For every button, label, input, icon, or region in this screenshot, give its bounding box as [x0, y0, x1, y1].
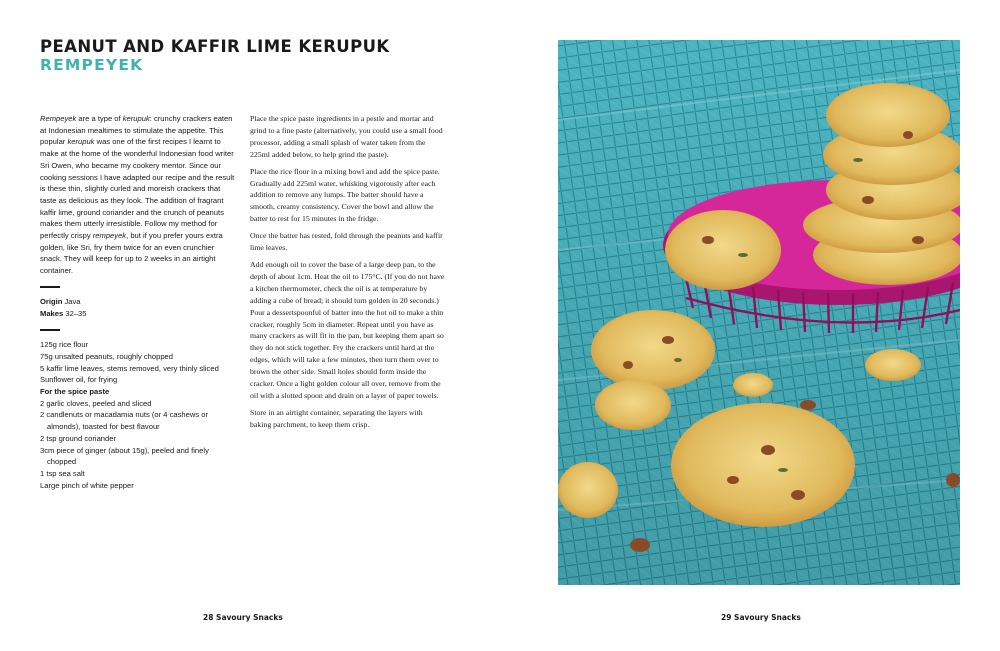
makes-line	[40, 308, 236, 320]
recipe-title: PEANUT AND KAFFIR LIME KERUPUK	[40, 37, 390, 56]
method-step: Place the spice paste ingredients in a pestle and mortar and grind to a fine paste (alternatively, you could use a small food processor, adding a small splash of water taken from the 225ml added below, to help grind the paste).	[250, 114, 443, 159]
method-step: Store in an airtight container, separating the layers with baking parchment, to keep them crisp.	[250, 407, 423, 429]
spice-paste-heading: For the spice paste	[40, 387, 110, 397]
spice-paste-list	[40, 398, 236, 492]
intro-italic-term: kerupuk	[67, 137, 95, 147]
intro-italic-term: kerupuk	[122, 114, 150, 123]
ingredient-item: 75g unsalted peanuts, roughly chopped	[40, 351, 173, 361]
makes-label: Makes	[40, 309, 64, 319]
ingredient-item: 5 kaffir lime leaves, stems removed, very thinly sliced	[40, 363, 219, 373]
intro-paragraph	[40, 113, 236, 277]
intro-column	[40, 113, 236, 491]
recipe-photo	[558, 40, 960, 585]
intro-text: , but if you prefer yours extra golden, like Sri, fry them twice for an even crunchier snack. They will keep for up to 2 weeks in an airtight container.	[40, 231, 223, 276]
spice-paste-item: 3cm piece of ginger (about 15g), peeled and finely chopped	[40, 445, 209, 467]
method-step: Once the batter has rested, fold through the peanuts and kaffir lime leaves.	[250, 231, 443, 253]
recipe-subtitle: REMPEYEK	[40, 56, 144, 74]
right-page	[500, 0, 1000, 651]
intro-italic-term: Rempeyek	[40, 114, 77, 123]
method-column	[250, 113, 445, 436]
ingredients-list	[40, 339, 236, 386]
spice-paste-item: 2 tsp ground coriander	[40, 433, 116, 443]
folio-right: 29 Savoury Snacks	[721, 613, 801, 622]
intro-italic-term: rempeyek	[92, 231, 127, 241]
intro-text: are a type of	[76, 114, 123, 123]
intro-text: : crunchy crackers eaten at Indonesian mealtimes to stimulate the appetite. This popular	[40, 114, 233, 147]
spice-paste-item: Large pinch of white pepper	[40, 480, 134, 490]
spice-paste-item: 1 tsp sea salt	[40, 468, 85, 478]
origin-line	[40, 296, 236, 308]
divider-rule	[40, 286, 60, 289]
method-step: Place the rice flour in a mixing bowl and add the spice paste. Gradually add 225ml water, whisking vigorously after each addition to remove any lumps. The batter should have a smooth, creamy consistency. Cover the bowl and allow the batter to rest for 15 minutes in the fridge.	[250, 166, 440, 224]
origin-label: Origin	[40, 297, 63, 307]
divider-rule	[40, 329, 60, 332]
spice-paste-item: 2 garlic cloves, peeled and sliced	[40, 398, 152, 408]
origin-value: Java	[62, 297, 81, 307]
spice-paste-item: 2 candlenuts or macadamia nuts (or 4 cashews or almonds), toasted for best flavour	[40, 410, 208, 432]
folio-left: 28 Savoury Snacks	[203, 613, 283, 622]
makes-value: 32–35	[63, 309, 87, 319]
intro-text: was one of the first recipes I learnt to make at the home of the wonderful Indonesian food writer Sri Owen, who became my cookery mentor. Since our cooking sessions I have adapted our recipe and the result is these thin, slightly curled and moreish crackers that taste as delicious as they look. The addition of fragrant kaffir lime, ground coriander and the crunch of peanuts makes them utterly irresistible. Follow my method for perfectly crispy	[40, 137, 235, 241]
ingredient-item: 125g rice flour	[40, 340, 89, 350]
ingredient-item: Sunflower oil, for frying	[40, 375, 118, 385]
method-step: Add enough oil to cover the base of a large deep pan, to the depth of about 1cm. Heat the oil to 175°C. (If you do not have a kitchen thermometer, check the oil is at temperature by adding a cube of bread; it should turn golden in 20 seconds.) Pour a dessertspoonful of batter into the hot oil to make a thin cracker, roughly 5cm in diameter. Repeat until you have as many crackers as will fit in the pan, but keeping them apart so they do not stick together. Fry the crackers until hard at the edges, which will take a few minutes, then turn them over to brown the other side. Small holes should form inside the cracker. Once a light golden colour all over, remove from the oil with a slotted spoon and drain on a layer of paper towels.	[250, 259, 445, 400]
